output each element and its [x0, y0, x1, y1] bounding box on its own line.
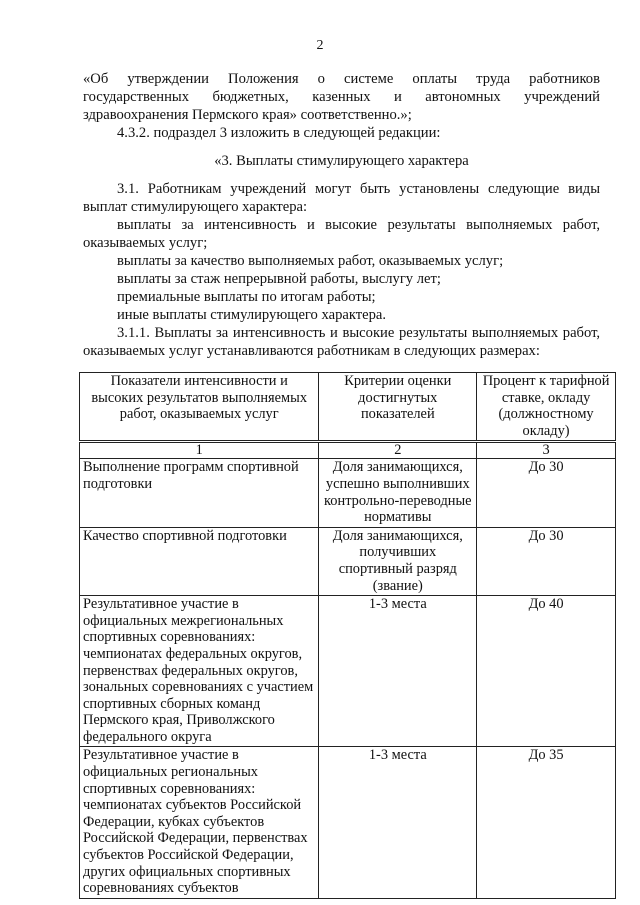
- table-header-percent: Процент к тарифной ставке, окладу (должностному окладу): [477, 373, 616, 442]
- table-row: [80, 747, 616, 898]
- criterion-cell: 1-3 места: [319, 596, 477, 747]
- paragraph-resolution-title: «Об утверждении Положения о системе оплаты труда работников государственных бюджетных, казенных и автономных учреждений здравоохранения Пермского края» соответственно.»;: [83, 71, 600, 123]
- percent-cell: До 30: [477, 527, 616, 595]
- indicator-cell: Качество спортивной подготовки: [80, 527, 319, 595]
- column-number: 2: [319, 442, 477, 459]
- list-item-payment-type: иные выплаты стимулирующего характера.: [117, 307, 387, 323]
- paragraph-intensity-payments: 3.1.1. Выплаты за интенсивность и высокие результаты выполняемых работ, оказываемых услуг устанавливаются работникам в следующих размерах:: [83, 325, 600, 359]
- column-number: 1: [80, 442, 319, 459]
- table-row: [80, 527, 616, 595]
- criterion-cell: Доля занимающихся, успешно выполнивших контрольно-переводные нормативы: [319, 459, 477, 527]
- table-row: [80, 459, 616, 527]
- criterion-cell: 1-3 места: [319, 747, 477, 898]
- paragraph-amendment-clause: 4.3.2. подраздел 3 изложить в следующей редакции:: [117, 125, 441, 141]
- table-header-indicators: Показатели интенсивности и высоких результатов выполняемых работ, оказываемых услуг: [80, 373, 319, 442]
- intensity-criteria-table: [79, 372, 616, 899]
- indicator-cell: Результативное участие в официальных региональных спортивных соревнованиях: чемпионатах субъектов Российской Федерации, кубках субъектов Российской Федерации, первенствах субъектов Российской Федерации, других официальных спортивных соревнованиях субъектов: [80, 747, 319, 898]
- list-item-payment-type: премиальные выплаты по итогам работы;: [117, 289, 376, 305]
- document-body: [83, 70, 600, 360]
- list-item-payment-type: выплаты за интенсивность и высокие результаты выполняемых работ, оказываемых услуг;: [83, 217, 600, 251]
- table-header-criteria: Критерии оценки достигнутых показателей: [319, 373, 477, 442]
- percent-cell: До 40: [477, 596, 616, 747]
- list-item-payment-type: выплаты за стаж непрерывной работы, выслугу лет;: [117, 271, 441, 287]
- paragraph-payment-types-intro: 3.1. Работникам учреждений могут быть установлены следующие виды выплат стимулирующего характера:: [83, 181, 600, 215]
- indicator-cell: Выполнение программ спортивной подготовки: [80, 459, 319, 527]
- percent-cell: До 30: [477, 459, 616, 527]
- table-column-number-row: [80, 442, 616, 459]
- table-header-row: [80, 373, 616, 442]
- indicator-cell: Результативное участие в официальных межрегиональных спортивных соревнованиях: чемпионатах федеральных округов, первенствах федеральных округов, зональных соревнованиях с участием спортивных сборных команд Пермского края, Приволжского федерального округа: [80, 596, 319, 747]
- criterion-cell: Доля занимающихся, получивших спортивный разряд (звание): [319, 527, 477, 595]
- table-row: [80, 596, 616, 747]
- section-heading: «3. Выплаты стимулирующего характера: [214, 153, 469, 169]
- percent-cell: До 35: [477, 747, 616, 898]
- list-item-payment-type: выплаты за качество выполняемых работ, оказываемых услуг;: [117, 253, 504, 269]
- column-number: 3: [477, 442, 616, 459]
- page-number: 2: [316, 38, 324, 53]
